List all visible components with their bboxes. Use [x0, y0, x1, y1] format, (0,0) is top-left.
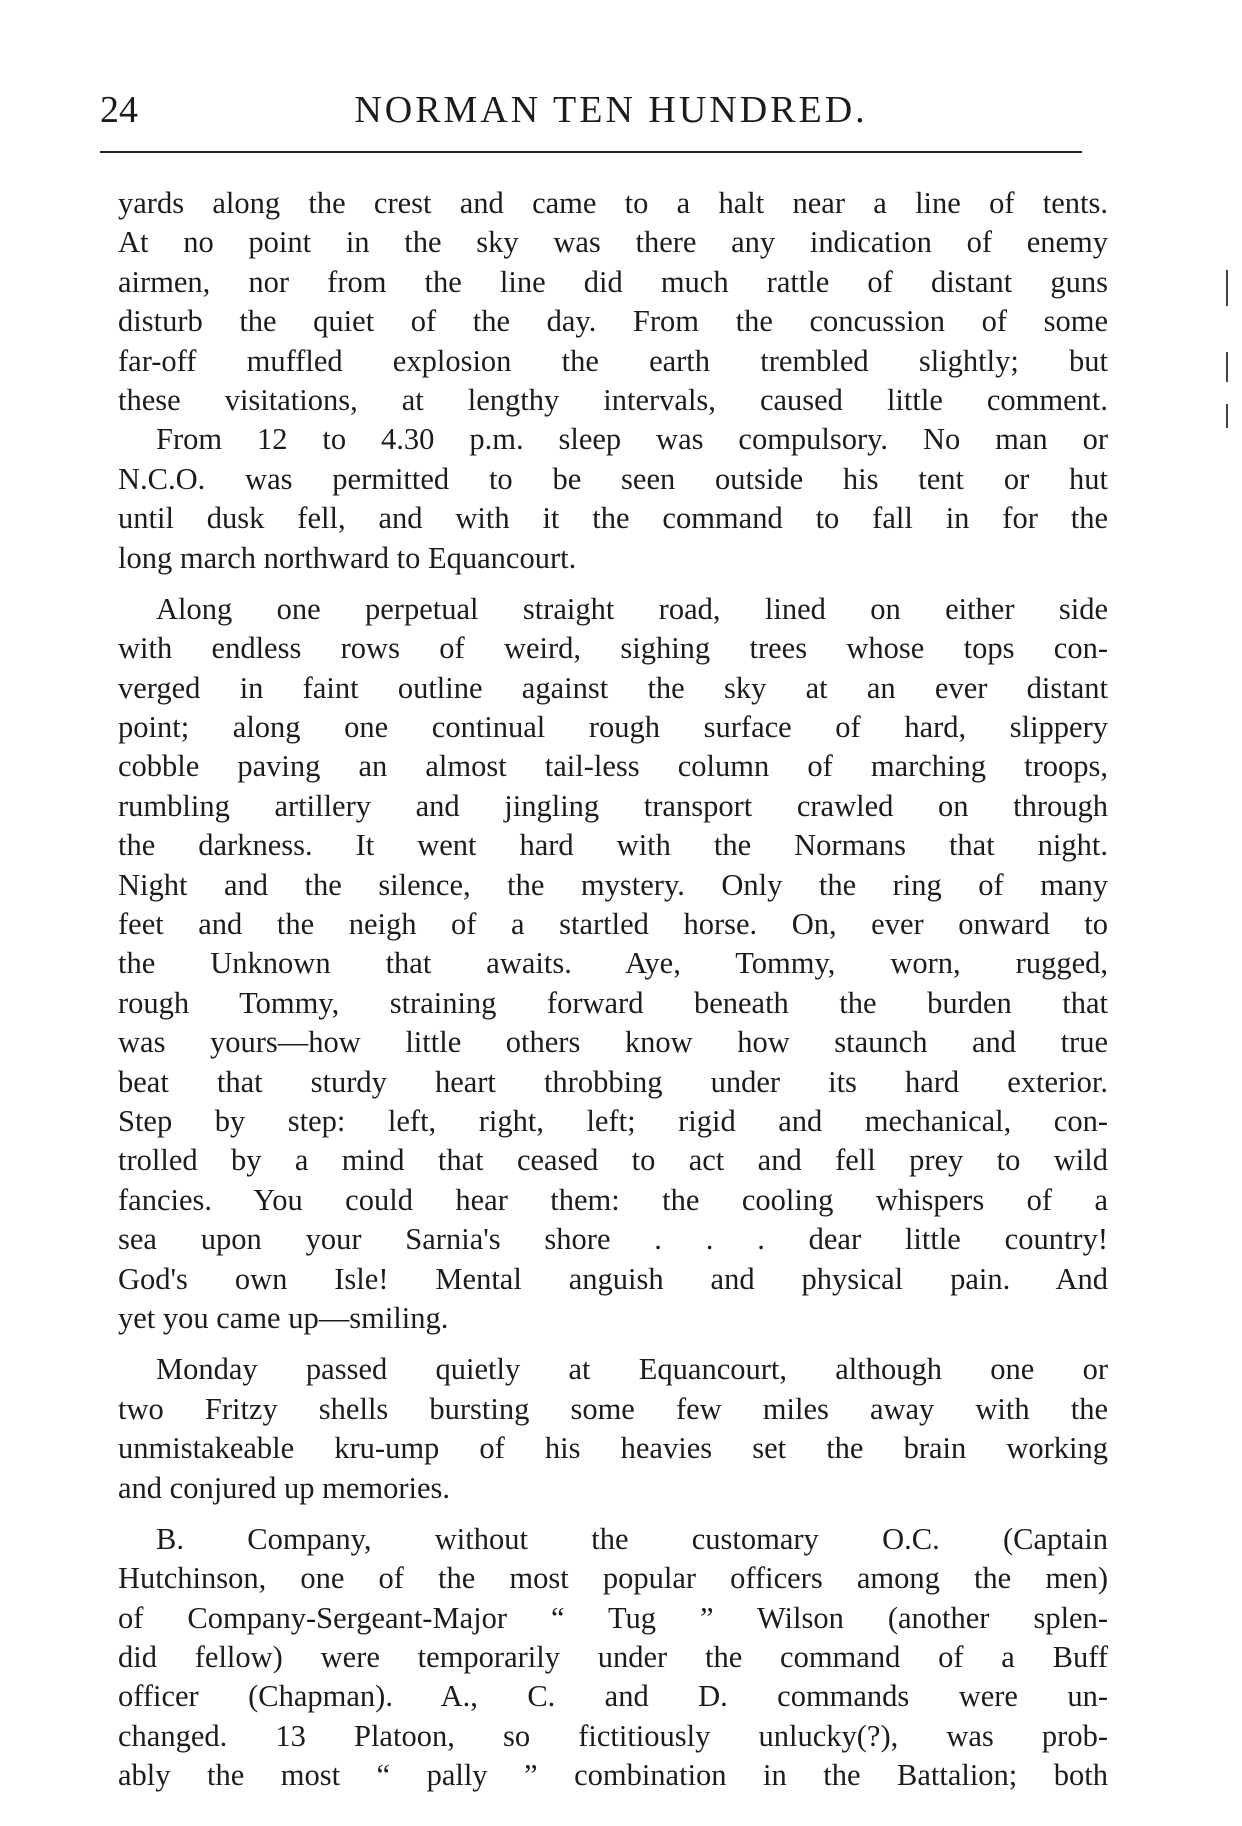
text-line: unmistakeable kru-ump of his heavies set the brain working: [118, 1431, 1108, 1466]
text-line: Night and the silence, the mystery. Only the ring of many: [118, 867, 1108, 902]
text-line: beat that sturdy heart throbbing under its hard exterior.: [118, 1064, 1108, 1099]
text-line: was yours—how little others know how staunch and true: [118, 1025, 1108, 1060]
text-line: yards along the crest and came to a halt near a line of tents.: [118, 186, 1108, 220]
text-line: fancies. You could hear them: the cooling whispers of a: [118, 1182, 1108, 1217]
running-title: NORMAN TEN HUNDRED.: [354, 89, 868, 131]
text-line: two Fritzy shells bursting some few miles away with the: [118, 1391, 1108, 1426]
header-rule: [100, 151, 1082, 153]
running-head: [100, 88, 1082, 138]
text-line: point; along one continual rough surface of hard, slippery: [118, 710, 1108, 745]
text-line: sea upon your Sarnia's shore . . . dear little country!: [118, 1222, 1108, 1257]
paragraph-4: [118, 1350, 1108, 1508]
text-line: disturb the quiet of the day. From the concussion of some: [118, 304, 1108, 339]
scan-mark: [1226, 404, 1228, 428]
text-line: until dusk fell, and with it the command to fall in for the: [118, 501, 1108, 536]
text-line: ably the most “ pally ” combination in the Battalion; both: [118, 1758, 1108, 1793]
paragraph-3: [118, 590, 1108, 1338]
text-line: rough Tommy, straining forward beneath the burden that: [118, 985, 1108, 1020]
text-line: the darkness. It went hard with the Normans that night.: [118, 828, 1108, 863]
text-line: feet and the neigh of a startled horse. On, ever onward to: [118, 907, 1108, 942]
text-line: of Company-Sergeant-Major “ Tug ” Wilson (another splen-: [118, 1600, 1108, 1635]
text-line: God's own Isle! Mental anguish and physical pain. And: [118, 1261, 1108, 1296]
text-line: Hutchinson, one of the most popular officers among the men): [118, 1561, 1108, 1596]
text-line: rumbling artillery and jingling transport crawled on through: [118, 788, 1108, 823]
text-line: did fellow) were temporarily under the command of a Buff: [118, 1640, 1108, 1675]
paragraph-2: [118, 420, 1108, 578]
text-line: At no point in the sky was there any indication of enemy: [118, 225, 1108, 260]
paragraph-1: [118, 184, 1108, 420]
text-line: yet you came up—smiling.: [118, 1300, 449, 1335]
text-line: airmen, nor from the line did much rattle of distant guns: [118, 264, 1108, 299]
text-line: changed. 13 Platoon, so fictitiously unlucky(?), was prob-: [118, 1718, 1108, 1753]
scan-mark: [1226, 270, 1228, 306]
paragraph-5: [118, 1520, 1108, 1796]
text-line: Step by step: left, right, left; rigid and mechanical, con-: [118, 1103, 1108, 1138]
text-line: verged in faint outline against the sky at an ever distant: [118, 670, 1108, 705]
body-text: [118, 184, 1108, 1796]
text-line: and conjured up memories.: [118, 1470, 451, 1505]
scan-mark: [1226, 352, 1228, 382]
text-line: Monday passed quietly at Equancourt, although one or: [156, 1352, 1108, 1387]
text-line: From 12 to 4.30 p.m. sleep was compulsory. No man or: [156, 422, 1108, 457]
text-line: cobble paving an almost tail-less column of marching troops,: [118, 749, 1108, 784]
text-line: Along one perpetual straight road, lined on either side: [156, 591, 1108, 626]
text-line: long march northward to Equancourt.: [118, 540, 577, 575]
text-line: officer (Chapman). A., C. and D. commands were un-: [118, 1679, 1108, 1714]
text-line: N.C.O. was permitted to be seen outside his tent or hut: [118, 461, 1108, 496]
text-line: B. Company, without the customary O.C. (Captain: [156, 1521, 1108, 1556]
text-line: far-off muffled explosion the earth trembled slightly; but: [118, 343, 1108, 378]
text-line: these visitations, at lengthy intervals, caused little comment.: [118, 382, 1108, 417]
text-line: trolled by a mind that ceased to act and fell prey to wild: [118, 1143, 1108, 1178]
page-number: 24: [100, 89, 138, 131]
text-line: with endless rows of weird, sighing trees whose tops con-: [118, 631, 1108, 666]
text-line: the Unknown that awaits. Aye, Tommy, worn, rugged,: [118, 946, 1108, 981]
